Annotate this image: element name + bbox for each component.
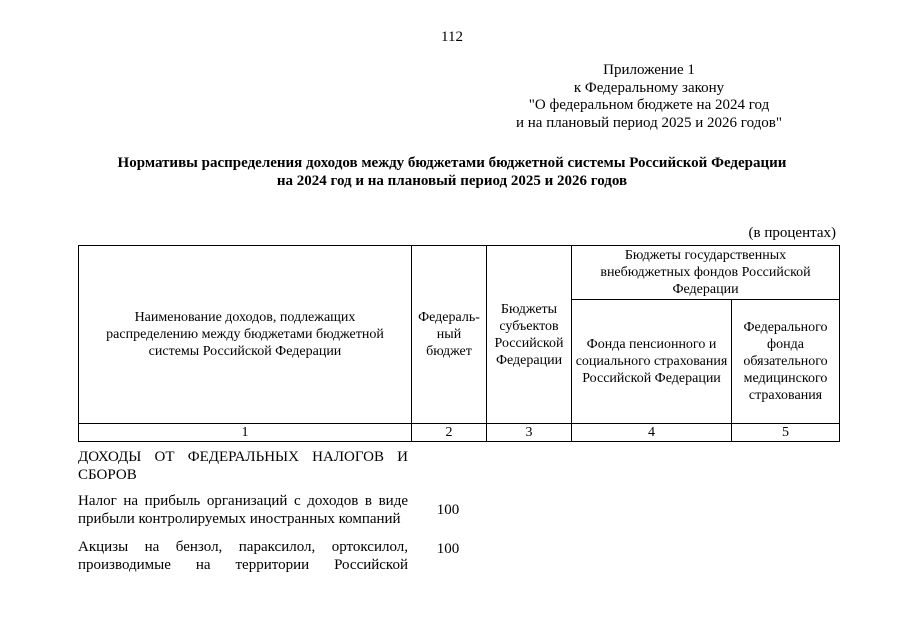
header-income-name: Наименование доходов, подлежащих распределению между бюджетами бюджетной системы Российской Федерации (79, 246, 412, 424)
row-name: Налог на прибыль организаций с доходов в виде прибыли контролируемых иностранных компаний (78, 493, 408, 527)
header-federal-budget: Федераль-ный бюджет (412, 246, 487, 424)
row-name: Акцизы на бензол, параксилол, ортоксилол, производимые на территории Российской (78, 539, 408, 573)
row-federal-value: 100 (436, 541, 460, 557)
header-medical-fund: Федерального фонда обязательного медицинского страхования (732, 300, 840, 424)
units-note: (в процентах) (748, 225, 836, 241)
header-regional-budgets: Бюджеты субъектов Российской Федерации (487, 246, 572, 424)
document-title (0, 154, 904, 190)
row-federal-value: 100 (436, 502, 460, 518)
table-row (78, 448, 498, 484)
distribution-table (78, 245, 840, 442)
column-number-3: 3 (487, 424, 572, 442)
appendix-line-3: "О федеральном бюджете на 2024 год (528, 97, 770, 113)
title-line-1: Нормативы распределения доходов между бюджетами бюджетной системы Российской Федерации (117, 155, 787, 171)
column-number-5: 5 (732, 424, 840, 442)
column-number-1: 1 (79, 424, 412, 442)
row-name: ДОХОДЫ ОТ ФЕДЕРАЛЬНЫХ НАЛОГОВ И СБОРОВ (78, 449, 408, 483)
table-row (78, 492, 498, 528)
column-number-4: 4 (572, 424, 732, 442)
table-row (78, 538, 498, 574)
page-number: 112 (441, 29, 463, 45)
appendix-reference (470, 62, 828, 132)
title-line-2: на 2024 год и на плановый период 2025 и 2026 годов (276, 173, 628, 189)
column-number-2: 2 (412, 424, 487, 442)
income-rows (78, 448, 498, 582)
header-extrabudgetary-funds: Бюджеты государственных внебюджетных фондов Российской Федерации (572, 246, 840, 300)
appendix-line-4: и на плановый период 2025 и 2026 годов" (516, 114, 782, 131)
appendix-line-2: к Федеральному закону (573, 79, 725, 96)
appendix-line-1: Приложение 1 (603, 62, 695, 78)
header-pension-fund: Фонда пенсионного и социального страхования Российской Федерации (572, 300, 732, 424)
